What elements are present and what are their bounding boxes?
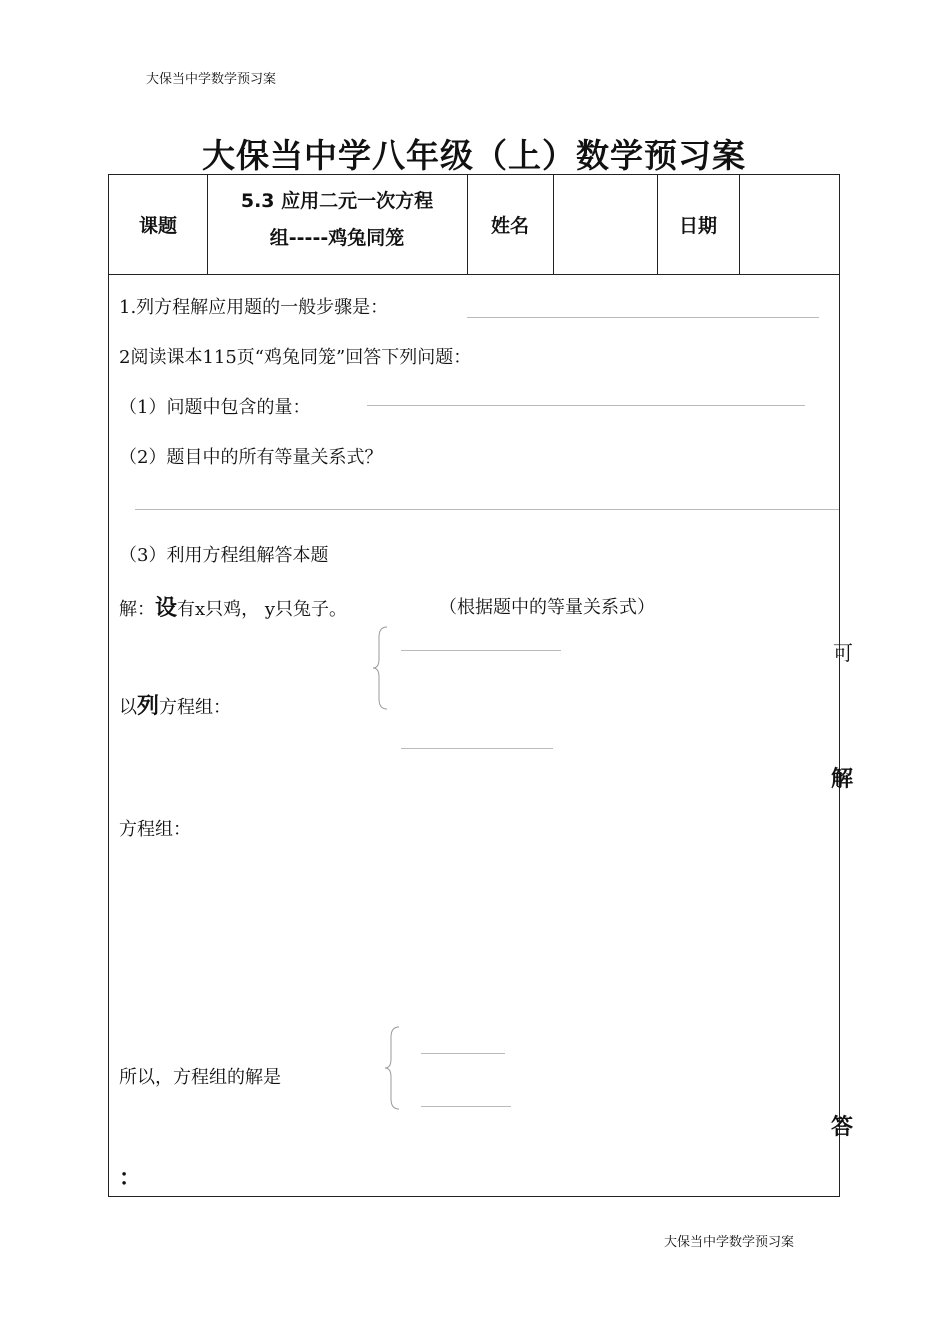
topic-value xyxy=(207,175,467,274)
header-table xyxy=(108,174,840,275)
question-2-2: （2）题目中的所有等量关系式？ xyxy=(119,447,383,468)
list-prefix: 以 xyxy=(119,697,137,718)
header-note: 大保当中学数学预习案 xyxy=(146,72,277,87)
answer-line-q2-1[interactable] xyxy=(367,405,805,406)
solve-rest: 有x只鸡， y只兔子。 xyxy=(177,599,348,620)
solution-line-1[interactable] xyxy=(421,1053,505,1054)
date-field[interactable] xyxy=(739,175,839,274)
topic-label: 课题 xyxy=(138,215,177,237)
question-2: 2阅读课本115页“鸡兔同笼”回答下列问题： xyxy=(119,347,472,368)
name-label: 姓名 xyxy=(490,215,529,237)
topic-line-2: 组-----鸡兔同笼 xyxy=(269,227,405,249)
solve-equations-label: 方程组： xyxy=(119,819,191,840)
solve-line xyxy=(119,591,347,622)
answer-line-q1[interactable] xyxy=(467,317,819,318)
equation-line-2[interactable] xyxy=(401,748,553,749)
question-2-3: （3）利用方程组解答本题 xyxy=(119,545,329,566)
solve-prefix: 解： xyxy=(119,599,155,620)
side-char-ke: 可 xyxy=(833,641,853,665)
solve-hint: （根据题中的等量关系式） xyxy=(439,597,655,618)
answer-colon: ： xyxy=(119,1166,142,1191)
solution-line-2[interactable] xyxy=(421,1106,511,1107)
solution-text: 所以，方程组的解是 xyxy=(119,1067,281,1088)
equation-line-1[interactable] xyxy=(401,650,561,651)
question-2-1: （1）问题中包含的量： xyxy=(119,397,311,418)
side-char-da: 答 xyxy=(831,1115,854,1140)
page-title: 大保当中学八年级（上）数学预习案 xyxy=(202,136,746,175)
brace-icon xyxy=(383,1025,403,1111)
side-char-jie: 解 xyxy=(831,767,854,792)
preview-content-box xyxy=(108,274,840,1197)
name-field[interactable] xyxy=(553,175,657,274)
list-rest: 方程组： xyxy=(159,697,232,718)
list-equations xyxy=(119,689,231,720)
answer-line-q2-2[interactable] xyxy=(135,509,839,510)
brace-icon xyxy=(371,625,391,711)
date-label: 日期 xyxy=(678,215,717,237)
solve-emphasis: 设 xyxy=(155,596,178,621)
footer-note: 大保当中学数学预习案 xyxy=(664,1235,795,1250)
topic-line-1: 5.3 应用二元一次方程 xyxy=(240,190,434,212)
question-1: 1.列方程解应用题的一般步骤是： xyxy=(119,297,389,318)
list-emphasis: 列 xyxy=(137,694,160,719)
